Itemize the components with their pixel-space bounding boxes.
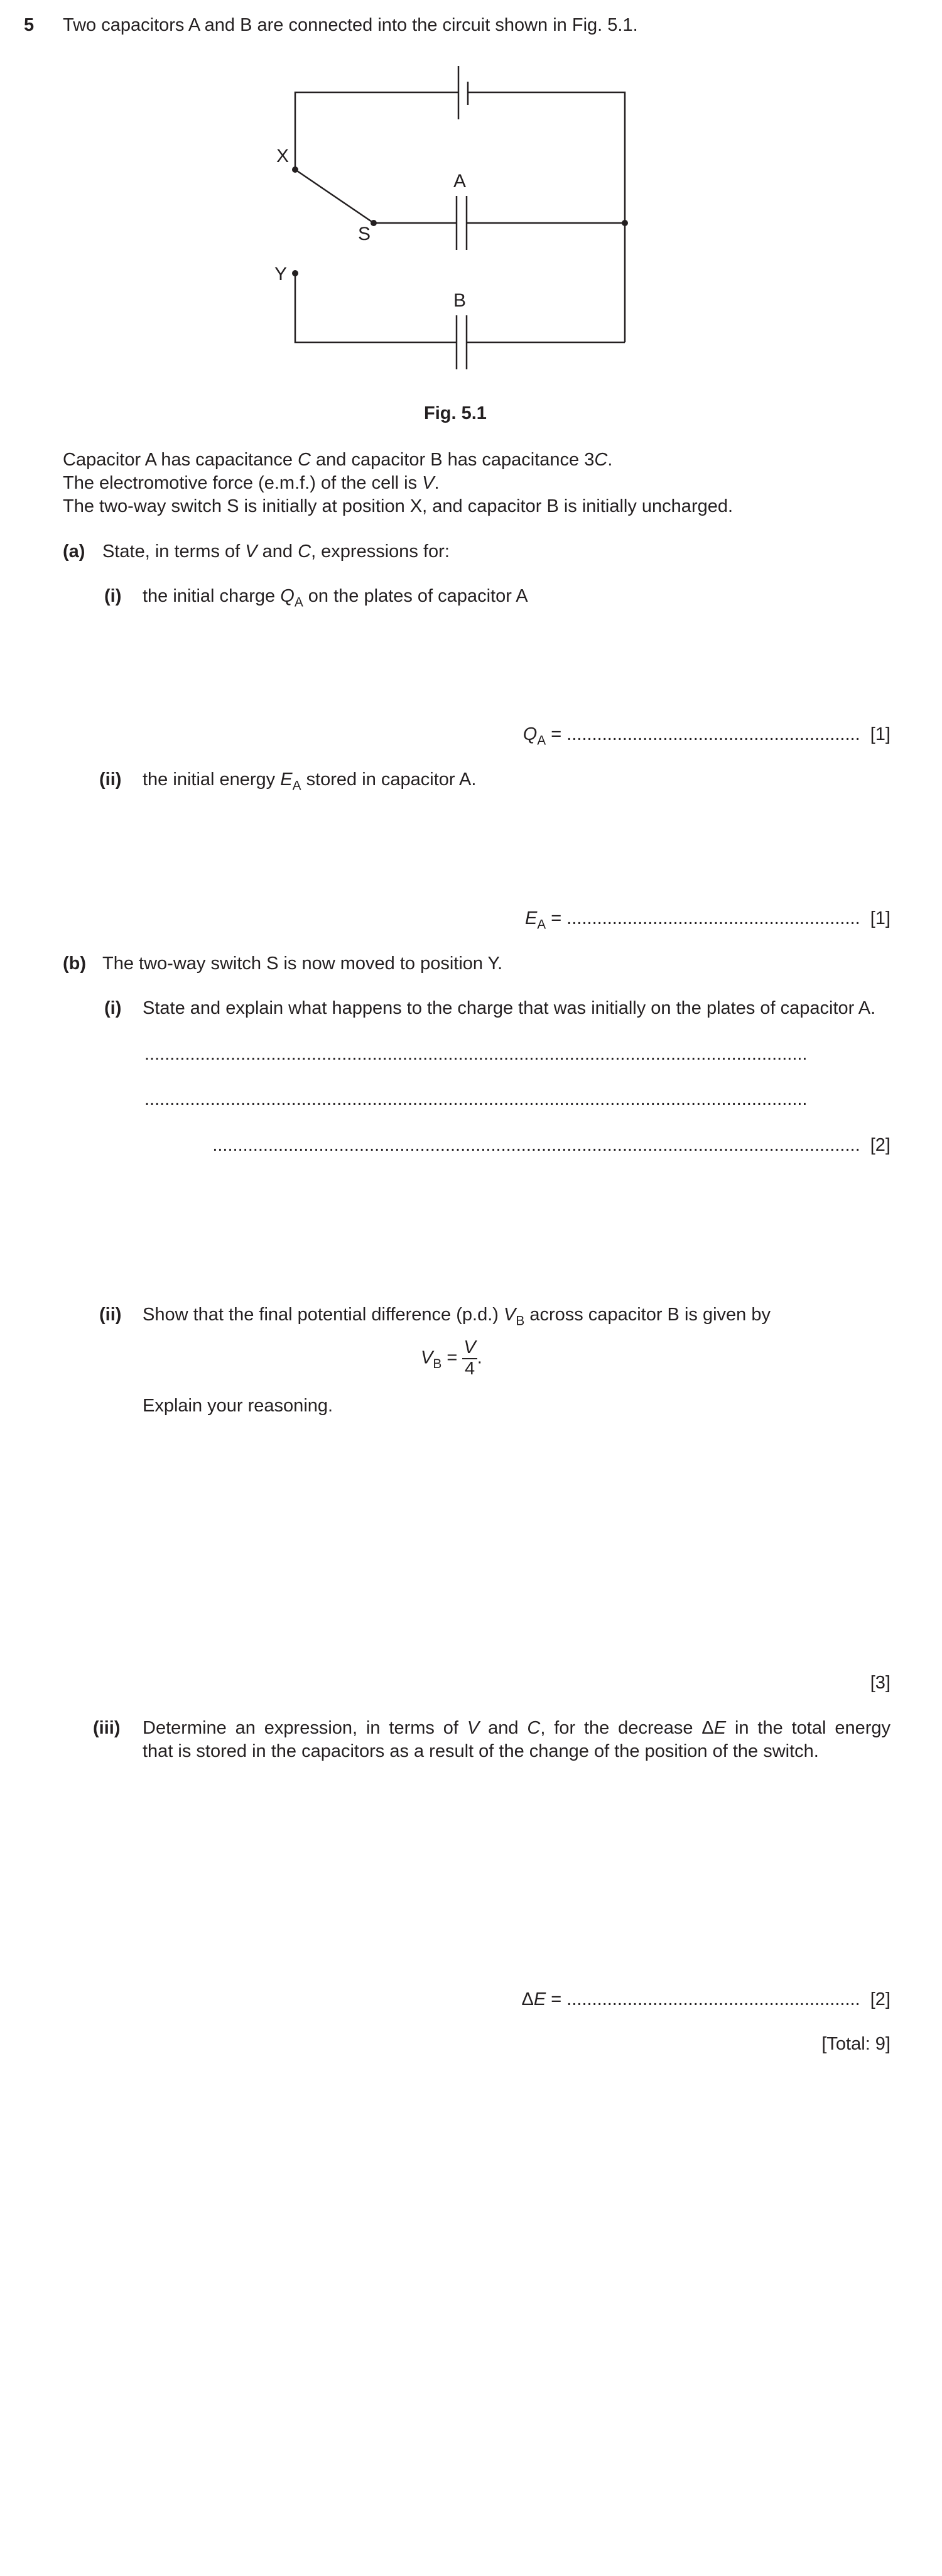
part-b-i-answer-line-1[interactable]: ................................................................................................................................... (144, 1044, 808, 1064)
part-b-iii-line-1: Determine an expression, in terms of V and C, for the decrease ΔE in the total energy (143, 1718, 891, 1738)
label-x: X (276, 146, 290, 166)
info-line-2: The electromotive force (e.m.f.) of the cell is V. (63, 473, 440, 493)
part-b-ii-explain: Explain your reasoning. (143, 1396, 333, 1416)
part-b-ii-text: Show that the final potential difference (p.d.) $V_B$ across capacitor B is given by (143, 1305, 771, 1329)
part-a-label: (a) (63, 541, 85, 562)
part-a-ii-label: (ii) (99, 769, 122, 790)
label-y: Y (274, 264, 288, 285)
part-a-ii-answer-line[interactable]: $E_A$ = .......................................................... [1] (524, 908, 891, 932)
vb-equation: $V_B$ = $\frac{V}{4}$ . (421, 1337, 482, 1379)
label-a: A (453, 171, 467, 192)
part-b-ii-label: (ii) (99, 1305, 122, 1325)
part-a-i-label: (i) (104, 586, 122, 606)
part-a-ii-text: the initial energy $E_A$ stored in capacitor A. (143, 769, 477, 793)
question-intro: Two capacitors A and B are connected into the circuit shown in Fig. 5.1. (63, 15, 638, 35)
part-b-ii-mark: [3] (870, 1673, 891, 1693)
top-wire-right (468, 92, 625, 342)
top-wire-left (295, 92, 458, 170)
label-b: B (453, 290, 467, 311)
part-b-i-answer-line-2[interactable]: ................................................................................................................................... (144, 1089, 808, 1109)
part-b-iii-label: (iii) (93, 1718, 121, 1738)
total-marks: [Total: 9] (821, 2034, 891, 2054)
part-b-i-answer-line-3[interactable]: ................................................................................................................................ [2] (212, 1135, 891, 1155)
terminal-y (292, 270, 298, 276)
label-s: S (358, 224, 371, 244)
part-b-iii-text (143, 1717, 891, 1763)
part-b-iii-line-2: that is stored in the capacitors as a result of the change of the position of the switch. (143, 1741, 819, 1762)
info-line-1: Capacitor A has capacitance C and capacitor B has capacitance 3C. (63, 450, 613, 470)
part-b-stem: The two-way switch S is now moved to position Y. (102, 954, 503, 974)
part-a-i-answer-line[interactable]: $Q_A$ = .......................................................... [1] (522, 724, 891, 748)
circuit-diagram (251, 57, 653, 396)
info-line-3: The two-way switch S is initially at position X, and capacitor B is initially uncharged. (63, 496, 734, 516)
question-number: 5 (24, 15, 35, 35)
part-a-i-text: the initial charge $Q_A$ on the plates of capacitor A (143, 586, 528, 610)
part-b-i-label: (i) (104, 998, 122, 1018)
junction-right (622, 220, 628, 226)
vb-fraction: $\frac{V}{4}$ (463, 1337, 476, 1379)
part-b-i-text: State and explain what happens to the charge that was initially on the plates of capacitor A. (143, 998, 876, 1018)
bottom-wire-left (295, 273, 457, 342)
figure-caption: Fig. 5.1 (424, 403, 487, 423)
terminal-s (371, 220, 377, 226)
part-b-iii-mark: [2] (870, 1989, 891, 2009)
part-b-i-mark: [2] (870, 1135, 891, 1155)
part-b-iii-answer-line[interactable]: ΔE = .......................................................... [2] (521, 1989, 891, 2009)
part-b-label: (b) (63, 954, 87, 974)
part-a-stem: State, in terms of V and C, expressions for: (102, 541, 450, 562)
switch-arm (295, 170, 374, 223)
terminal-x (292, 166, 298, 173)
part-a-ii-mark: [1] (870, 908, 891, 928)
part-a-i-mark: [1] (870, 724, 891, 744)
